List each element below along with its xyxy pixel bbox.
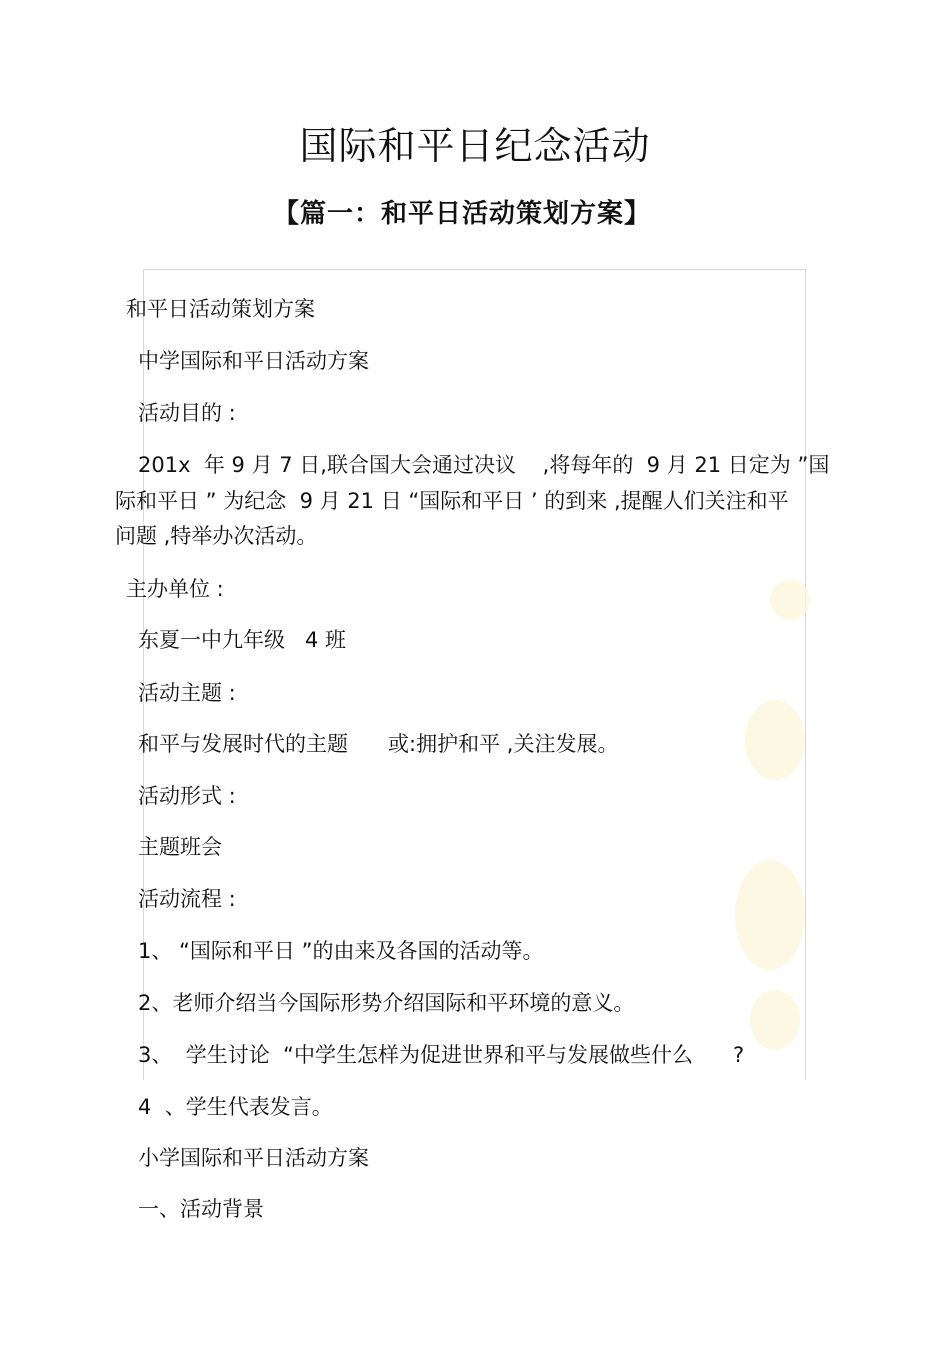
paragraph-line: 2、老师介绍当今国际形势介绍国际和平环境的意义。 xyxy=(138,991,635,1015)
paragraph-line: 201x 年 9 月 7 日,联合国大会通过决议 ,将每年的 9 月 21 日定为 ”国 xyxy=(138,453,830,477)
paragraph-line: 主办单位 : xyxy=(126,577,224,601)
paragraph-line: 问题 ,特举办次活动。 xyxy=(115,524,318,548)
background-stain xyxy=(750,990,800,1050)
paragraph-line: 和平与发展时代的主题 或:拥护和平 ,关注发展。 xyxy=(138,732,619,756)
paragraph-line: 主题班会 xyxy=(138,835,222,859)
background-stain xyxy=(745,700,805,780)
background-stain xyxy=(735,860,805,970)
paragraph-line: 际和平日 ” 为纪念 9 月 21 日 “国际和平日 ’ 的到来 ,提醒人们关注和平 xyxy=(115,489,789,513)
paragraph-line: 活动形式 : xyxy=(138,784,236,808)
paragraph-line: 活动主题 : xyxy=(138,681,236,705)
paragraph-line: 一、活动背景 xyxy=(138,1197,264,1221)
paragraph-line: 中学国际和平日活动方案 xyxy=(138,349,369,373)
paragraph-line: 1、 “国际和平日 ”的由来及各国的活动等。 xyxy=(138,939,544,963)
paragraph-line: 小学国际和平日活动方案 xyxy=(138,1146,369,1170)
section-heading: 【篇一：和平日活动策划方案】 xyxy=(272,199,651,229)
paragraph-line: 4 、学生代表发言。 xyxy=(138,1095,333,1119)
background-stain xyxy=(770,580,810,620)
paragraph-line: 活动流程 : xyxy=(138,887,236,911)
paragraph-line: 3、 学生讨论 “中学生怎样为促进世界和平与发展做些什么 ? xyxy=(138,1043,745,1067)
paragraph-line: 和平日活动策划方案 xyxy=(126,297,315,321)
paragraph-line: 东夏一中九年级 4 班 xyxy=(138,628,347,652)
paragraph-line: 活动目的 : xyxy=(138,401,236,425)
document-title: 国际和平日纪念活动 xyxy=(299,124,651,168)
